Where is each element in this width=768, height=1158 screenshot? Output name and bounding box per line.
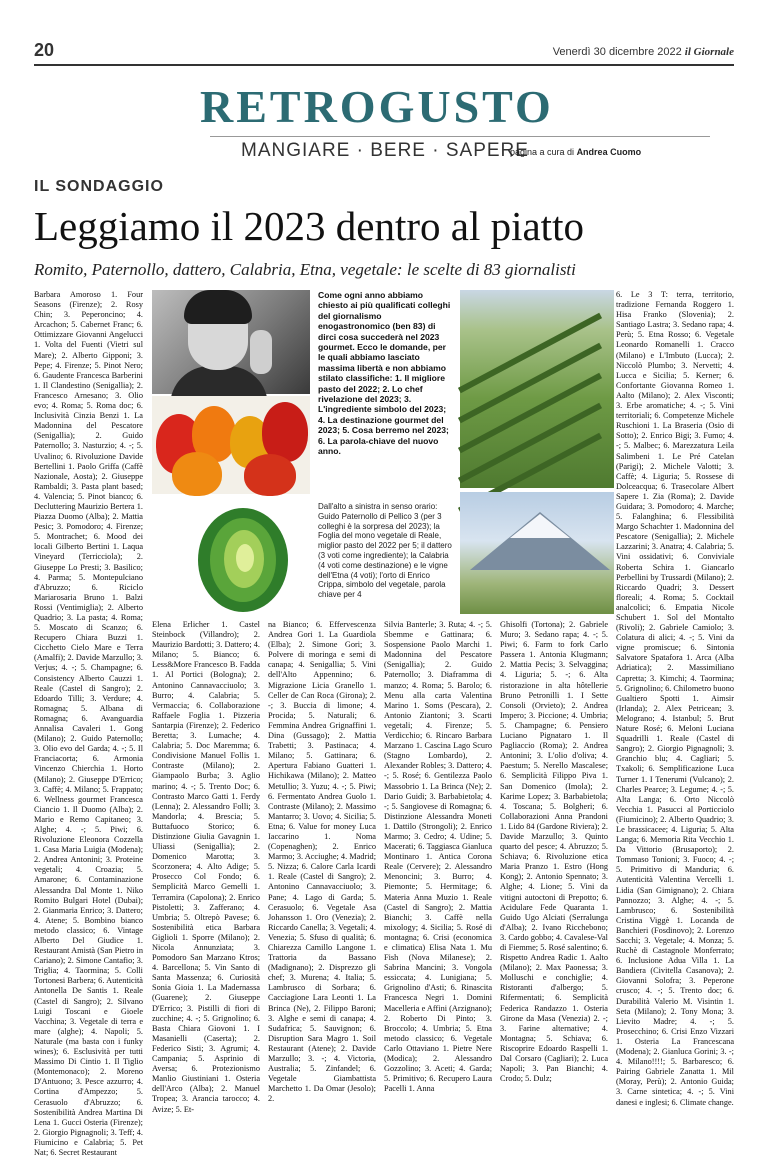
article-deck: Romito, Paternollo, dattero, Calabria, Etna, vegetale: le scelte di 83 giornalisti bbox=[34, 260, 576, 279]
leaf-shape bbox=[236, 544, 254, 572]
masthead-rule bbox=[210, 136, 710, 137]
publication-name: il Giornale bbox=[684, 46, 734, 58]
portrait-hand-shape bbox=[250, 330, 272, 374]
peppers-photo bbox=[152, 396, 310, 494]
text-column-2: Elena Erlicher 1. Castel Steinbock (Villandro); 2. Maurizio Bardotti; 3. Dattero; 4. Milano; 5. Bianco; 6. Less&More Francesco B. Fadda 1. Al Portici (Bologna); 2. Antonino Cannavacciuolo; 3. Burro; 4. Calabria; 5. Vermaccia; 6. Collaborazione Raffaele Foglia 1. Pizzeria Santarpia (Firenze); 2. Federico Beretta; 3. Lumache; 4. Calabria; 5. Doc Maremma; 6. Condivisione Manuel Follis 1. Contraste (Milano); 2. Giampaolo Burba; 3. Aglio marino; 4. -; 5. Trento Doc; 6. Contrasto Marco Gatti 1. Ferdy (Lenna); 2. Alessandro Folli; 3. Mandorla; 4. Brescia; 5. Buttafuoco Storico; 6. Distinzione Giulia Gavagnin 1. Uliassi (Senigallia); 2. Domenico Marotta; 3. Scorzonera; 4. Alto Adige; 5. Prosecco Col Fondo; 6. Semplicità Marco Gemelli 1. Terramira (Capolona); 2. Enrico Pistoletti; 3. Zafferano; 4. Umbria; 5. Oltrepò Pavese; 6. Sostenibilità etica Barbara Giglioli 1. Sporre (Milano); 2. Nicola Annunziata; 3. Pomodoro San Marzano Ktros; 4. Barcellona; 5. Vin Santo di Santa Massenza; 6. Curiosità Sonia Gioia 1. La Madernassa (Guarene); 2. Giuseppe D'Errico; 3. Pistilli di fiori di zucchine; 4. -; 5. Grignolino; 6. Basta Chiara Giovoni 1. I Masanielli (Caserta); 2. Federico Sisti; 3. Agrumi; 4. Campania; 5. Asprinio di Aversa; 6. Protezionismo Manlio Giustiniani 1. Osteria dell'Arco (Alba); 2. Manuel Tropea; 3. Arancia tarocco; 4. Avize; 5. Et- bbox=[152, 620, 260, 1114]
page-credit bbox=[510, 147, 641, 157]
portrait-hair-shape bbox=[184, 290, 252, 324]
text-column-3: na Bianco; 6. Effervescenza Andrea Gori 1. La Guardiola (Elba); 2. Simone Gori; 3. Polvere di moringa e semi di canapa; 4. Senigallia; 5. Vini dell'Alto Appennino; 6. Migrazione Licia Granello 1. Celler de Can Roca (Girona); 2. -; 3. Buccia di limone; 4. Procida; 5. Naturali; 6. Femmina Andrea Grignaffini 1. Dina (Gussago); 2. Mattia Trabetti; 3. Pastinaca; 4. Milano; 5. Gattinara; 6. Apertura Fabiano Guatteri 1. Hichikawa (Milano); 2. Matteo Metullio; 3. Yuzu; 4. -; 5. Piwi; 6. Fermentato Andrea Guolo 1. Contraste (Milano); 2. Massimo Mantarro; 3. Uovo; 4. Sicilia; 5. Etna; 6. Value for money Luca Iaccarino 1. Noma (Copenaghen); 2. Enrico Marmo; 3. Acciughe; 4. Madrid; 5. Nizza; 6. Calore Carla Icardi 1. Reale (Castel di Sangro); 2. Antonino Cannavacciuolo; 3. Pane; 4. Lago di Garda; 5. Cerasuolo; 6. Vegetale Asa Johansson 1. Oro (Venezia); 2. Riccardo Canella; 3. Vegetali; 4. Venezia; 5. Sfuso di qualità; 6. Chiarezza Camillo Langone 1. Trattoria da Bassano (Madignano); 2. Disprezzo gli chef; 3. Murena; 4. Italia; 5. Lambrusco di Sorbara; 6. Cacciagione Lara Leonti 1. La Brinca (Ne), 2. Filippo Baroni; 3. Alghe e semi di canapa; 4. Sudafrica; 5. Sauvignon; 6. Disruption Sara Magro 1. Soil Restaurant (Atene); 2. Davide Marzullo; 3. -; 4. Victoria, Australia; 5. Zinfandel; 6. Vegetale Giambattista Marchetto 1. Da Omar (Jesolo); 2. bbox=[268, 620, 376, 1104]
chef-portrait-photo bbox=[152, 290, 310, 394]
text-column-6: 6. Le 3 T: terra, territorio, tradizione Fernanda Roggero 1. Hisa Franko (Slovenia); 2. Santiago Lastra; 3. Sedano rapa; 4. Perù; 5. Etna Rosso; 6. Vegetale Leonardo Romanelli 1. Cracco (Milano) e L'Imbuto (Lucca); 2. Niccolò Plumbo; 3. Nervetti; 4. Lucca e Sicilia; 5. Kerner; 6. Confortante Giovanna Romeo 1. Aalto (Milano); 2. Alex Visconti; 3. Erbe aromatiche; 4. -; 5. Vini territoriali; 6. Competenze Michele Ruschioni 1. La Braseria (Osio di Sotto); 2. Enrico Bigi; 3. Fumo; 4. -; 5. Malbec; 6. Marezzatura Leila Salimbeni 1. Le Pré Catelan (Parigi); 2. Michele Valotti; 3. Caffè; 4. Liguria; 5. Rossese di Dolceacqua; 6. Trasecolare Albert Sapere 1. Zia (Roma); 2. Davide Guidara; 3. Pomodoro; 4. Marche; 5. Falanghina; 6. Flessibilità Margo Schachter 1. Madonnina del Pescatore (Senigallia); 2. Michele Lazzarini; 3. Anatra; 4. Calabria; 5. Vini ossidativi; 6. Conviviale Roberta Schira 1. Giancarlo Perbellini by Trussardi (Milano); 2. Riccardo Quadri; 3. Dessert floreali; 4. Roma; 5. Cocktail analcolici; 6. Empatia Nicole Schubert 1. Sol del Montalto (Rivoli); 2. Gabriele Camiolo; 3. Colatura di alici; 4. -; 5. Vini da vigne promiscue; 6. Sintonia Salvatore Spatafora 1. Arca (Alba Adriatica); 2. Massimiliano Capretta; 3. Kimchi; 4. Taormina; 5. Grignolino; 6. Chilometro buono Gualtiero Spotti 1. Aimsir (Irlanda); 2. Alex Petricean; 3. Melograno; 4. Istanbul; 5. Brut Nature Rosé; 6. Meloni Luciana Squadrilli 1. Reale (Castel di Sangro); 2. Giorgio Pignagnoli; 3. Granchio blu; 4. Cagliari; 5. Txakoli; 6. Semplificazione Luca Turner 1. I Tenerumi (Vulcano); 2. Charles Pearce; 3. Legume; 4. -; 5. Alta Langa; 6. Orto Niccolò Vecchia 1. Pasucci al Porticciolo (Fiumicino); 2. Alberto Quadrio; 3. Le brassicacee; 4. Liguria; 5. Alta Langa; 6. Memoria Rita Vecchio 1. Da Vittorio (Brusaporto); 2. Tommaso Tonioni; 3. Fuoco; 4. -; 5. Primitivo di Manduria; 6. Autenticità Valentina Vercelli 1. Lidia (San Gimignano); 2. Chiara Pannozzo; 3. Alghe; 4. -; 5. Lambrusco; 6. Sostenibilità Cristina Viggè 1. Locanda de Banchieri (Fosdinovo); 2. Lorenzo Sacchi; 3. Vegetale; 4. Monza; 5. Ruchè di Castagnole Monferrato; 6. Inclusione Adua Villa 1. La Bandiera (Civitella Casanova); 2. Giovanni Solofra; 3. Peperone crusco; 4. -; 5. Trento doc; 6. Durabilità Valerio M. Visintin 1. Seta (Milano); 2. Tony Mona; 3. Lievito Madre; 4. -; 5. Prosecchino; 6. Crisi Enzo Vizzari 1. Osteria La Francescana (Modena); 2. Gianluca Gorini; 3. -; 4. Milano!!!!; 5. Barbaresco; 6. Pairing Gabriele Zanatta 1. Mil (Moray, Perù); 2. Antonio Guida; 3. Carne sintetica; 4. -; 5. Vini danesi e inglesi; 6. Climate change. bbox=[616, 290, 734, 1107]
article-kicker: IL SONDAGGIO bbox=[34, 178, 164, 195]
date-text: Venerdì 30 dicembre 2022 bbox=[552, 46, 682, 58]
text-column-5: Ghisolfi (Tortona); 2. Gabriele Muro; 3. Sedano rapa; 4. -; 5. Piwi; 6. Farm to fork Carlo Passera 1. Antonia Klugmann; 2. Mattia Pecis; 3. Selvaggina; 4. Liguria; 5. -; 6. Alta ristorazione in alta hôtellerie Bruno Petronilli 1. I Sette Consoli (Orvieto); 2. Andrea Impero; 3. Piccione; 4. Umbria; 5. Champagne; 6. Pensiero Luciano Pignataro 1. Il Pagliaccio (Roma); 2. Andrea Antonini; 3. L'olio d'oliva; 4. Paestum; 5. Nerello Mascalese; 6. Semplicità Filippo Piva 1. San Domenico (Imola); 2. Karime Lopez; 3. Barbabietola; 4. Toscana; 5. Bolgheri; 6. Collaborazioni Anna Prandoni 1. Lido 84 (Gardone Riviera); 2. Davide Marzullo; 3. Quinto quarto del pesce; 4. Abruzzo; 5. Schiava; 6. Rivoluzione etica Maria Pranzo 1. Estro (Hong Kong); 2. Antonio Spennato; 3. Alghe; 4. Lione; 5. Vini da vitigni autoctoni di Prepotto; 6. Acidulare Fede Quaranta 1. Guido Ugo Alciati (Serralunga d'Alba); 2. Ivano Ricchebono; 3. Cardo gobbo; 4. Cavalese-Val di Fiemme; 5. Rosé salentino; 6. Rispetto Andrea Radic 1. Aalto (Milano); 2. Max Paonessa; 3. Molluschi e conchiglie; 4. Ristoranti d'albergo; 5. Rifermentati; 6. Semplicità Federica Randazzo 1. Osteria Girone da Masa (Venezia) 2. -; 3. Farine alternative; 4. Montagna; 5. Schiava; 6. Riscoprire Edoardo Raspelli 1. Dal Corsaro (Cagliari); 2. Luca Napoli; 3. Pan Bianchi; 4. Crodo; 5. Dulz; bbox=[500, 620, 608, 1084]
mountain-landscape-photo bbox=[460, 492, 614, 614]
photo-caption: Dall'alto a sinistra in senso orario: Guido Paternollo di Pellico 3 (per 3 colleghi è la sorpresa del 2023); la Foglia del mono vegetale di Reale, miglior pasto del 2022 per 5; il dattero (3 voti come ingrediente); la Calabria (4 voti come destinazione) e le vigne dell'Etna (4 voti); l'orto di Enrico Crippa, simbolo del vegetale, parola chiave per 4 bbox=[318, 502, 452, 600]
section-tagline: MANGIARE · BERE · SAPERE bbox=[241, 140, 529, 161]
article-intro: Come ogni anno abbiamo chiesto ai più qualificati colleghi del giornalismo enogastronomico (ben 83) di dirci cosa succederà nel 2023 gourmet. Ecco le domande, per le quali abbiamo lasciato massima libertà e non abbiamo stilato classifiche: 1. Il migliore pasto del 2022; 2. Lo chef rivelazione del 2023; 3. L'ingrediente simbolo del 2023; 4. La destinazione gourmet del 2023; 5. Cosa berremo nel 2023; 6. La parola-chiave del nuovo anno. bbox=[318, 290, 451, 457]
issue-date bbox=[553, 46, 734, 58]
text-column-4: Silvia Banterle; 3. Ruta; 4. -; 5. Sbemme e Gattinara; 6. Sospensione Paolo Marchi 1. Madonnina del Pescatore (Senigallia); 2. Guido Paternollo; 3. Diaframma di manzo; 4. Roma; 5. Barolo; 6. Menu alla carta Valentina Marino 1. Soms (Pescara), 2. Antonio Ziantoni; 3. Scarti vegetali; 4. Firenze; 5. Verdicchio; 6. Rincaro Barbara Marzano 1. Cascina Lago Scuro (Stagno Lombardo), 2. Alexander Robles; 3. Dattero; 4. -; 5. Rosé; 6. Gentilezza Paolo Massobrio 1. La Brinca (Ne); 2. Dario Guidi; 3. Barbabietola; 4. -; 5. Sangiovese di Romagna; 6. Distinzione Alessandra Moneti 1. Dattilo (Strongoli); 2. Enrico Marmo; 3. Cedro; 4. Udine; 5. Macerati; 6. Taggiasca Gianluca Montinaro 1. Antica Corona Reale (Cervere); 2. Alessandro Menoncini; 3. Burro; 4. Piemonte; 5. Hermitage; 6. Materia Anna Muzio 1. Reale (Castel di Sangro); 2. Mattia Bianchi; 3. Caffè nella mixology; 4. Sicilia; 5. Rosé di montagna; 6. Crisi (economica e climatica) Elisa Nata 1. Mu Fish (Nova Milanese); 2. Sabrina Mancini; 3. Vongola essiccata; 4. Lunigiana; 5. Grignolino d'Asti; 6. Rinascita Francesca Negri 1. Domini Macelleria e Affini (Arzignano); 2. Roberto Di Pinto; 3. Broccolo; 4. Umbria; 5. Etna metodo classico; 6. Vegetale Carlo Ottaviano 1. Pietre Nere (Modica); 2. Alessandro Gozzolino; 3. Aceti; 4. Garda; 5. Primitivo; 6. Recupero Laura Pacelli 1. Anna bbox=[384, 620, 492, 1094]
snow-cap-shape bbox=[510, 514, 570, 538]
vineyard-photo bbox=[460, 290, 614, 488]
credit-prefix: pagina a cura di bbox=[510, 147, 575, 157]
section-masthead: RETROGUSTO bbox=[200, 81, 554, 132]
pepper-shape bbox=[172, 452, 222, 496]
text-column-1: Barbara Amoroso 1. Four Seasons (Firenze); 2. Rosy Chin; 3. Peperoncino; 4. Arcachon; 5. Cabernet Franc; 6. Ottimizzare Giovanni Angelucci 1. Volta del Fuenti (Vietri sul Mare); 2. Alberto Gipponi; 3. Pepe; 4. Firenze; 5. Pinot Nero; 6. Gaudente Francesca Barberini 1. Il Clandestino (Senigallia); 2. Francesco Arnesano; 3. Olio evo; 4. Roma; 5. Roma doc; 6. Inclusività Cinzia Benzi 1. La Madonnina del Pescatore (Senigallia); 2. Guido Paternollo; 3. Nasturzio; 4. -; 5. Uvalino; 6. Rivoluzione Davide Bertellini 1. Paolo Griffa (Caffè Nazionale, Aosta); 2. Giuseppe Rambaldi; 3. Pasta plant based; 4. Valencia; 5. Pinot bianco; 6. Decluttering Maurizio Bertera 1. Piazza Duomo (Alba); 2. Mattia Pesic; 3. Pomodoro; 4. Firenze; 5. Montrachet; 6. Mood dei locali Gilberto Bertini 1. Laqua Vineyard (Terricciola); 2. Giuseppe Lo Presti; 3. Basilico; 4. Parma; 5. Montepulciano d'Abruzzo; 6. Riciclo Mariarosaria Bruno 1. Balzi Rossi (Ventimiglia); 2. Alberto Quadrio; 3. La pasta; 4. Roma; 5. Moscato di Scanzo; 6. Recupero Chiara Buzzi 1. Cicchetto Cielo Mare e Terra (Amalfi); 2. Davide Marzullo; 3. Verjus; 4. -; 5. Champagne; 6. Consistency Alberto Cauzzi 1. Reale (Castel di Sangro); 2. Edoardo Tilli; 3. Verdure; 4. Romagna; 5. Albana di Romagna; 6. Avanguardia Annalisa Cavaleri 1. Gong (Milano); 2. Guido Paternollo; 3. Olio evo del Garda; 4. -; 5. Il Franciacorta; 6. Armonia Vincenzo Chierchia 1. Horto (Milano); 2. Giuseppe D'Errico; 3. Caffè; 4. Milano; 5. Frappato; 6. Wellness gourmet Francesca Ciancio 1. Il Duomo (Alba); 2. Mario e Remo Capitaneo; 3. Alghe; 4. -; 5. Piwi; 6. Rivoluzione Eleonora Cozzella 1. Casa Maria Luigia (Modena); 2. Andrea Antonini; 3. Proteine vegetali; 4. Croazia; 5. Amarone; 6. Contaminazione Alessandra Dal Monte 1. Niko Romito Bulgari Hotel (Dubai); 2. Gianmaria Enrico; 3. Dattero; 4. Atene; 5. Bombino bianco metodo classico; 6. Vintage Alberto Del Giudice 1. Restaurant Amistà (San Pietro in Cariano); 2. Simone Cantafio; 3. Triglia; 4. Taormina; 5. Colli Tortonesi Barbera; 6. Autenticità Antonella De Santis 1. Reale (Castel di Sangro); 2. Silvano Luigi Toscani e Gioele Vacchina; 3. Vegetale di terra e mare (alghe); 4. Napoli; 5. Naturale (ma basta con i funky wines); 6. Esclusività per tutti Massimo Di Cintio 1. Il Tiglio (Montemonaco); 2. Moreno D'Antuono; 3. Pesce azzurro; 4. Cortina d'Ampezzo; 5. Cerasuolo d'Abruzzo; 6. Sostenibilità Andrea Martina Di Lena 1. Gucci Osteria (Firenze); 2. Giorgio Pignagnoli; 3. Teff; 4. Fiumicino e Calabria; 5. Pet Nat; 6. Secret Restaurant bbox=[34, 290, 143, 1157]
lettuce-photo bbox=[188, 500, 300, 618]
credit-name: Andrea Cuomo bbox=[576, 147, 642, 157]
page-header bbox=[34, 40, 734, 66]
page-number: 20 bbox=[34, 40, 55, 60]
article-headline: Leggiamo il 2023 dentro al piatto bbox=[34, 203, 584, 249]
pepper-shape bbox=[244, 454, 296, 496]
pepper-shape bbox=[262, 402, 308, 462]
